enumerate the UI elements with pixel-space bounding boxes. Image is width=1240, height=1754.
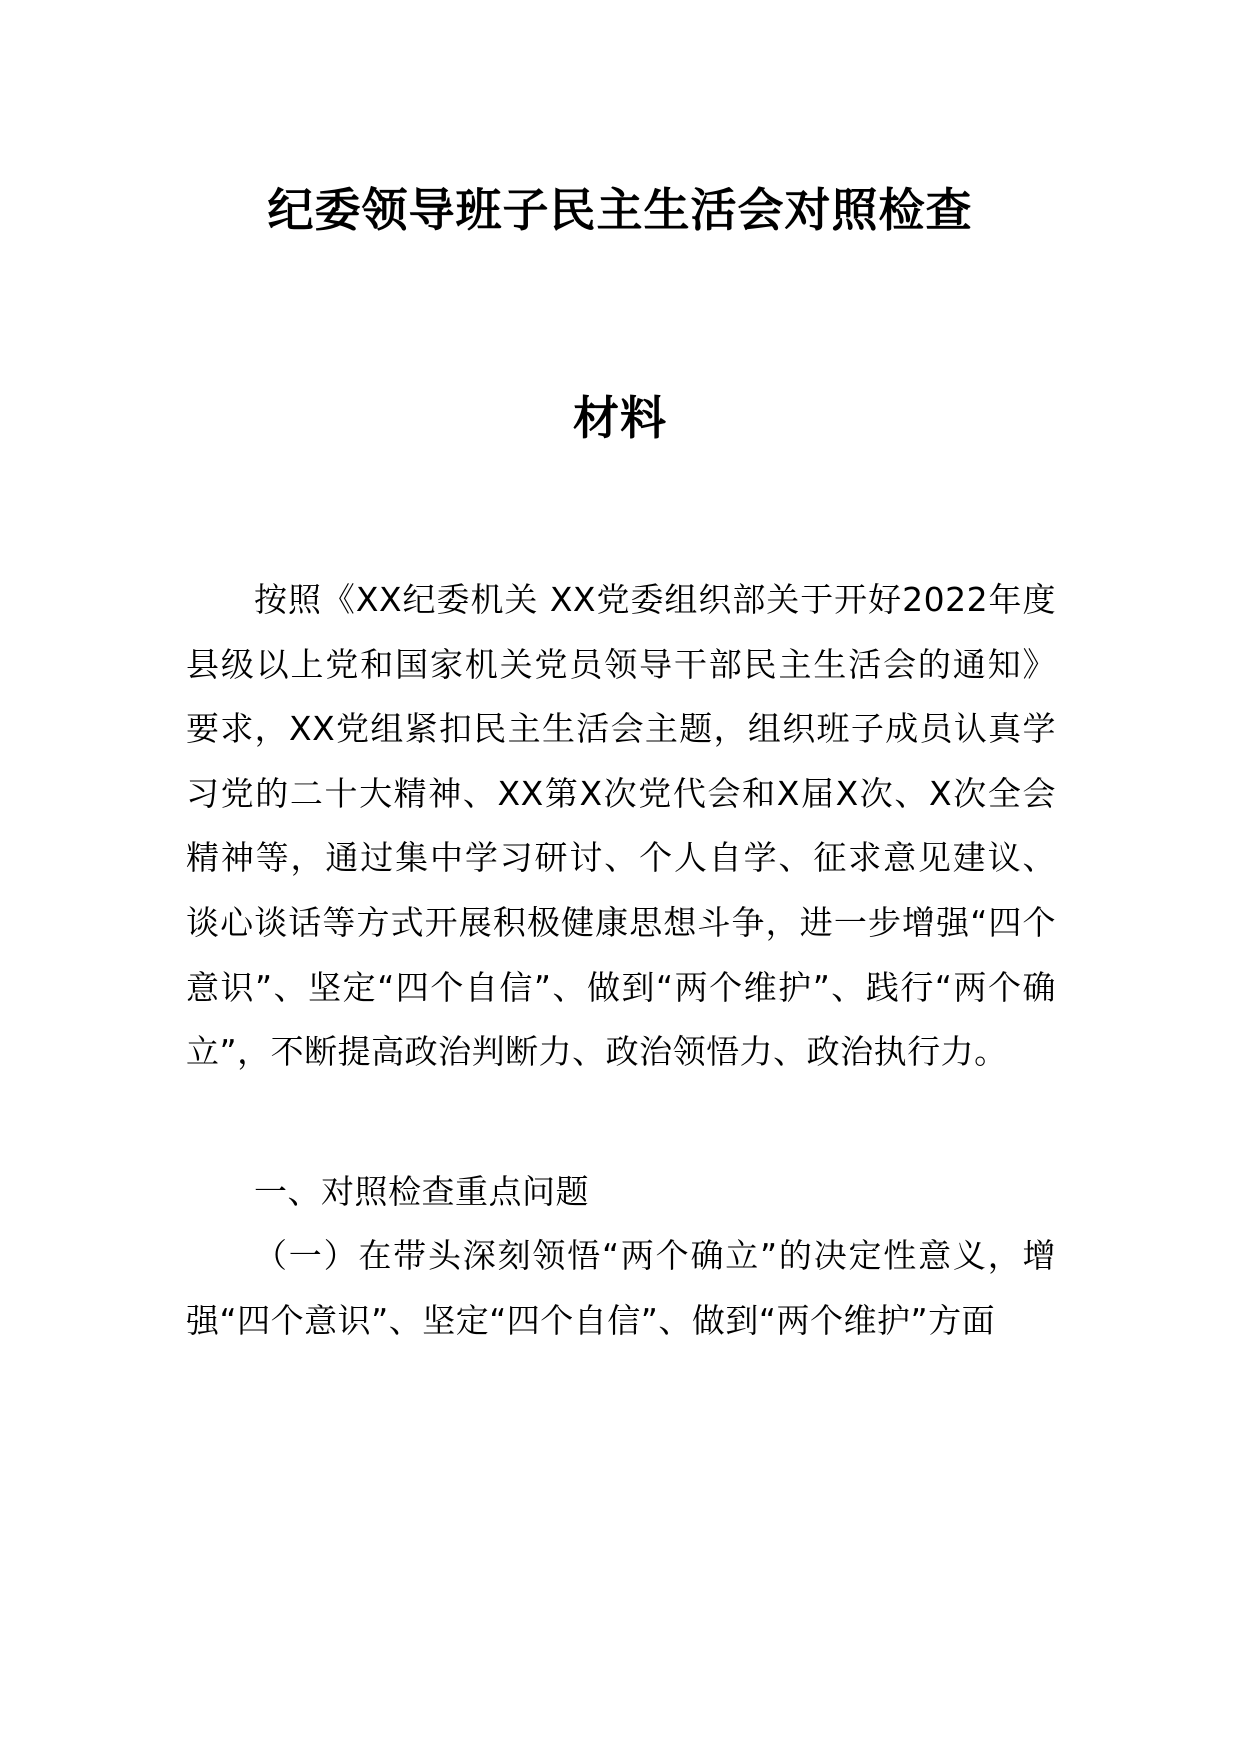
subsection-heading: （一）在带头深刻领悟“两个确立”的决定性意义，增强“四个意识”、坚定“四个自信”、做到“两个维护”方面 bbox=[186, 1236, 1056, 1340]
intro-paragraph: 按照《XX纪委机关 XX党委组织部关于开好2022年度县级以上党和国家机关党员领导干部民主生活会的通知》要求，XX党组紧扣民主生活会主题，组织班子成员认真学习党的二十大精神、XX第X次党代会和X届X次、X次全会精神等，通过集中学习研讨、个人自学、征求意见建议、谈心谈话等方式开展积极健康思想斗争，进一步增强“四个意识”、坚定“四个自信”、做到“两个维护”、践行“两个确立”，不断提高政治判断力、政治领悟力、政治执行力。 bbox=[186, 580, 1056, 1072]
document-title-line-1: 纪委领导班子民主生活会对照检查 bbox=[267, 183, 973, 237]
document-title-line-2: 材料 bbox=[573, 391, 667, 445]
section-heading: 一、对照检查重点问题 bbox=[254, 1172, 589, 1211]
